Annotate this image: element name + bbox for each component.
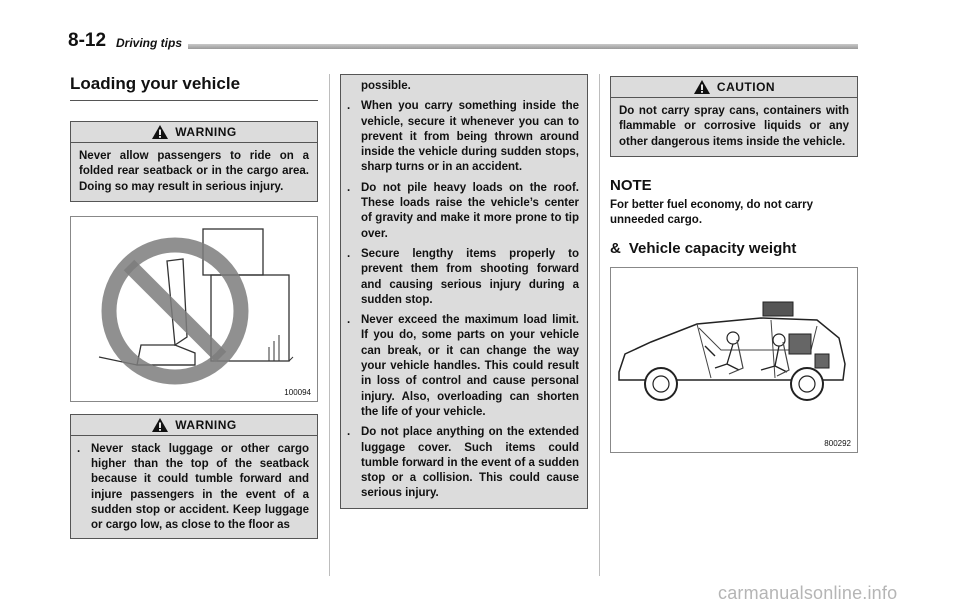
warning-triangle-icon [151,124,169,140]
warning-box-1-body [70,143,318,202]
list-item [341,247,587,308]
bullet-text: Do not place anything on the extended luggage cover. Such items could tumble forward in the event of a sudden stop or a collision. This could cause serious injury. [361,426,579,500]
warning-box-2 [70,414,318,539]
bullet-text: Secure lengthy items properly to prevent them from shooting forward and causing serious injury during a sudden stop. [361,247,579,306]
warning-triangle-icon [151,417,169,433]
list-item [341,79,587,94]
subsection-title: Vehicle capacity weight [628,239,797,257]
warning-box-1 [70,121,318,202]
watermark: carmanualsonline.info [718,583,898,603]
column-2 [340,74,588,509]
bullet-mark: . [347,426,351,439]
list-item [341,425,587,501]
note-text: For better fuel economy, do not carry unneeded cargo. [610,198,813,226]
list-item [341,99,587,175]
page-number: 8-12 [68,30,107,51]
column-divider-1 [329,74,330,576]
bullet-text: Never exceed the maximum load limit. If you do, some parts on your vehicle can break, or it can change the way your vehicle handles. This could result in loss of control and cause personal injury. Also, overloading can shorten the life of your vehicle. [361,314,579,418]
section-title: Loading your vehicle [70,74,318,101]
warning-box-2-continued [340,74,588,509]
caution-box-header [610,76,858,98]
column-3 [610,74,858,453]
column-1 [70,74,318,539]
list-item [341,181,587,242]
caution-triangle-icon [693,79,711,95]
header-rule [188,44,858,49]
bullet-text: Never stack luggage or other cargo higher than the top of the seatback because it could tumble forward and injure passengers in the event of a sudden stop or accident. Keep luggage or cargo low, as close to the floor as [91,442,309,532]
warning-box-2-body [70,436,318,539]
bullet-mark: . [347,247,351,260]
caution-label: CAUTION [716,80,776,94]
caution-box-body [610,98,858,157]
figure-id: 100094 [284,387,311,397]
list-item [71,442,317,534]
warning-label: WARNING [175,125,237,139]
bullet-mark: . [347,314,351,327]
page-header [68,30,858,52]
no-riding-illustration [71,217,317,401]
continuation-text: possible. [361,80,411,92]
warning-box-2-header [70,414,318,436]
list-item [341,313,587,420]
bullet-text: Do not pile heavy loads on the roof. These loads raise the vehicle’s center of gravity and make it more prone to tip over. [361,181,579,240]
warning-box-1-header [70,121,318,143]
warning-label: WARNING [175,417,237,432]
figure-vehicle-capacity [610,267,858,453]
bullet-mark: . [347,100,351,113]
bullet-text: When you carry something inside the vehicle, secure it whenever you can to prevent it from being thrown around inside the vehicle during sudden stops, sharp turns or in an accident. [361,100,579,174]
section-name: Driving tips [116,36,183,50]
column-divider-2 [599,74,600,576]
note-title: NOTE [610,176,652,194]
warning-text: Never allow passengers to ride on a folded rear seatback or in the cargo area. Doing so may result in serious injury. [79,150,309,193]
caution-text: Do not carry spray cans, containers with flammable or corrosive liquids or any other dangerous items inside the vehicle. [619,105,849,148]
bullet-mark: . [77,442,81,455]
figure-id: 800292 [824,438,851,448]
bullet-mark: . [347,181,351,194]
vehicle-capacity-illustration [611,268,857,452]
figure-no-riding-on-seatback [70,216,318,402]
subsection-mark: & [610,239,621,257]
subsection-heading [610,240,858,257]
caution-box [610,76,858,157]
